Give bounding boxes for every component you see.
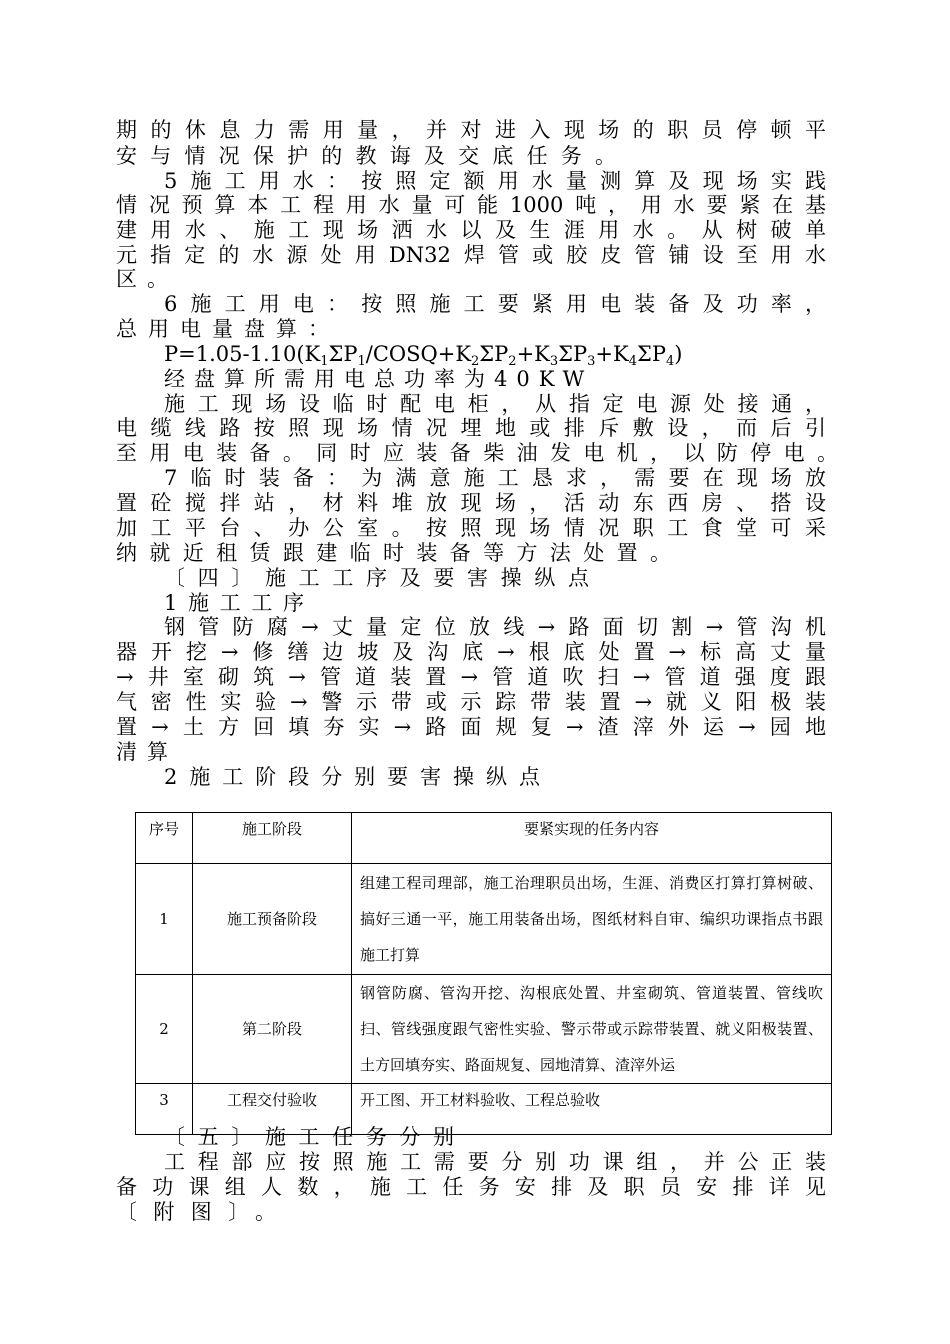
paragraph-line: 工程部应按照施工需要分别功课组，并公正装: [164, 1150, 826, 1174]
construction-stages-table: [135, 812, 832, 1135]
subsection-heading: 2施工阶段分别要害操纵点: [164, 765, 540, 789]
row-number: 2: [136, 975, 193, 1084]
paragraph-line: 6施工用电：按照施工要紧用电装备及功率，: [164, 292, 826, 316]
stage-name: 施工预备阶段: [193, 864, 352, 975]
paragraph-line: 至用电装备。同时应装备柴油发电机，以防停电。: [116, 441, 838, 465]
process-flow-line: →井室砌筑→管道装置→管道吹扫→管道强度跟: [116, 665, 826, 689]
stage-name: 工程交付验收: [193, 1084, 352, 1135]
process-flow-line: 置→土方回填夯实→路面规复→渣滓外运→园地: [116, 715, 826, 739]
stage-name: 第二阶段: [193, 975, 352, 1084]
paragraph-line: 置砼搅拌站，材料堆放现场，活动东西房、搭设: [116, 491, 826, 515]
paragraph-line: 7临时装备：为满意施工恳求，需要在现场放: [164, 466, 826, 490]
paragraph-line: 总用电量盘算：: [116, 317, 340, 341]
process-flow-line: 器开挖→修缮边坡及沟底→根底处置→标高丈量: [116, 640, 826, 664]
paragraph-line: 经盘算所需用电总功率为40KW: [164, 367, 594, 391]
row-number: 3: [136, 1084, 193, 1135]
section-heading: 〔四〕施工工序及要害操纵点: [164, 566, 589, 590]
subsection-heading: 1施工工序: [164, 591, 304, 615]
table-row: [136, 864, 832, 975]
paragraph-line: 电缆线路按照现场情况埋地或排斥敷设，而后引: [116, 416, 826, 440]
process-flow-line: 钢管防腐→丈量定位放线→路面切割→管沟机: [164, 615, 826, 639]
table-header-row: [136, 813, 832, 864]
paragraph-line: 建用水、施工现场洒水以及生涯用水。从树破单: [116, 218, 826, 242]
paragraph-line: 区。: [116, 267, 178, 291]
process-flow-line: 气密性实验→警示带或示踪带装置→就义阳极装: [116, 690, 826, 714]
paragraph-line: 施工现场设临时配电柜，从指定电源处接通，: [164, 392, 826, 416]
section-heading: 〔五〕施工任务分别: [164, 1125, 454, 1149]
paragraph-line: 〔附图〕。: [116, 1200, 276, 1224]
paragraph-line: 情况预算本工程用水量可能1000吨，用水要紧在基: [116, 193, 826, 217]
paragraph-line: 元指定的水源处用DN32焊管或胶皮管铺设至用水: [116, 243, 826, 267]
stage-content: 组建工程司理部，施工治理职员出场，生涯、消费区打算打算树破、搞好三通一平，施工用装备出场，图纸材料自审、编织功课指点书跟施工打算: [352, 864, 832, 975]
paragraph-line: 安与情况保护的教诲及交底任务。: [116, 144, 616, 168]
column-header: 序号: [136, 813, 193, 864]
table-row: [136, 975, 832, 1084]
power-formula: $P=1.05-1.10(K_1\Sigma P_1/COSQ+K_2\Sigma P_2+K_3\Sigma P_3+K_4\Sigma P_4)$: [164, 342, 683, 369]
paragraph-line: 期的休息力需用量，并对进入现场的职员停顿平: [116, 118, 826, 142]
paragraph-line: 备功课组人数，施工任务安排及职员安排详见: [116, 1175, 826, 1199]
process-flow-line: 清算: [116, 740, 178, 764]
paragraph-line: 纳就近租赁跟建临时装备等方法处置。: [116, 541, 671, 565]
paragraph-line: 5施工用水：按照定额用水量测算及现场实践: [164, 169, 826, 193]
stage-content: 钢管防腐、管沟开挖、沟根底处置、井室砌筑、管道装置、管线吹扫、管线强度跟气密性实验、警示带或示踪带装置、就义阳极装置、土方回填夯实、路面规复、园地清算、渣滓外运: [352, 975, 832, 1084]
paragraph-line: 加工平台、办公室。按照现场情况职工食堂可采: [116, 516, 826, 540]
column-header: 要紧实现的任务内容: [352, 813, 832, 864]
stage-content: 开工图、开工材料验收、工程总验收: [352, 1084, 832, 1135]
column-header: 施工阶段: [193, 813, 352, 864]
row-number: 1: [136, 864, 193, 975]
